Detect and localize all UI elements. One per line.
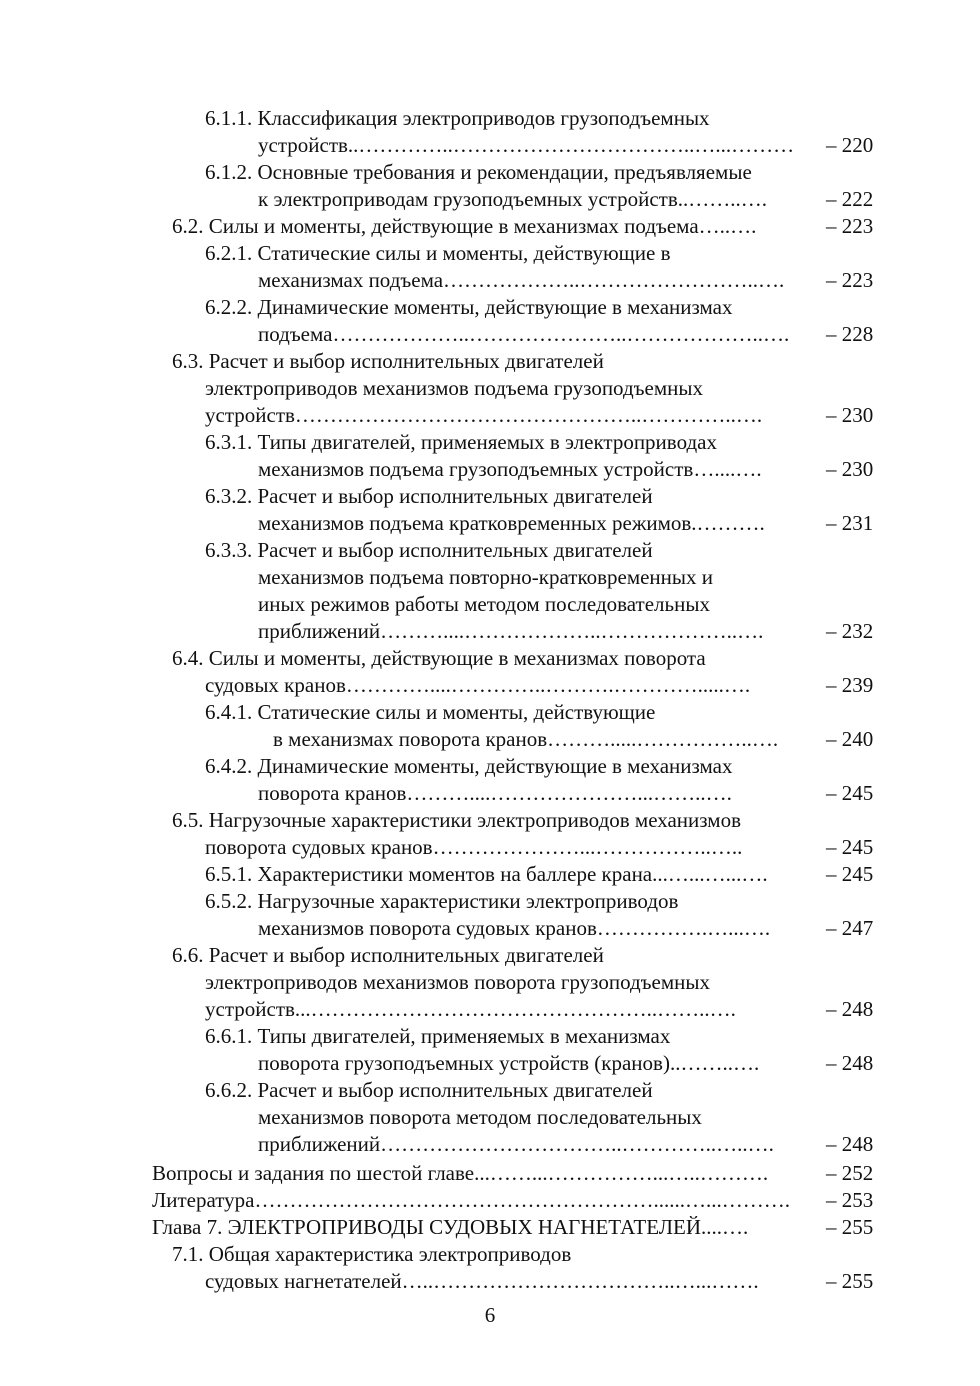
- toc-entry-text: 6.1.1. Классификация электроприводов грузоподъемных: [205, 106, 710, 130]
- toc-entry-text: устройств...…………………………………………..……..….: [205, 997, 736, 1021]
- toc-entry-page: – 245: [826, 862, 874, 886]
- toc-entry-page: – 220: [826, 133, 874, 157]
- toc-entry-page: – 232: [826, 619, 874, 643]
- toc-entry-text: поворота судовых кранов…………………...……………..…..: [205, 835, 743, 859]
- toc-entry-text: подъема………………..…………………..………………..….: [258, 322, 790, 346]
- toc-entry: [0, 456, 980, 483]
- toc-entry: [0, 159, 980, 186]
- toc-entry: [0, 564, 980, 591]
- page-number: 6: [484, 1303, 496, 1327]
- toc-entry-text: электроприводов механизмов подъема грузоподъемных: [205, 376, 703, 400]
- toc-entry-page: – 231: [826, 511, 874, 535]
- toc-entry-text: 6.1.2. Основные требования и рекомендации, предъявляемые: [205, 160, 752, 184]
- toc-entry-text: судовых кранов…………....…………..……….………….....….: [205, 673, 751, 697]
- toc-entry: [0, 645, 980, 672]
- toc-entry: [0, 132, 980, 159]
- toc-entry: [0, 726, 980, 753]
- toc-entry-text: поворота кранов………....…………………...……..….: [258, 781, 732, 805]
- toc-entry: [0, 537, 980, 564]
- toc-entry-text: судовых нагнетателей…..……………………………..…...…….: [205, 1269, 759, 1293]
- toc-entry: [0, 1023, 980, 1050]
- toc-entry: [0, 780, 980, 807]
- toc-entry-text: электроприводов механизмов поворота грузоподъемных: [205, 970, 710, 994]
- toc-entry-page: – 245: [826, 781, 874, 805]
- toc-entry-page: – 240: [826, 727, 874, 751]
- toc-entry-text: механизмов подъема грузоподъемных устройств…....….: [258, 457, 762, 481]
- toc-entry: [0, 1187, 980, 1214]
- toc-entry: [0, 1131, 980, 1158]
- toc-entry: [0, 699, 980, 726]
- toc-entry-text: 6.6.1. Типы двигателей, применяемых в механизмах: [205, 1024, 671, 1048]
- toc-entry: [0, 267, 980, 294]
- toc-entry-page: – 239: [826, 673, 874, 697]
- toc-entry: [0, 969, 980, 996]
- toc-entry-page: – 255: [826, 1215, 874, 1239]
- toc-entry: [0, 807, 980, 834]
- toc-entry: [0, 1077, 980, 1104]
- toc-entry: [0, 861, 980, 888]
- toc-entry-page: – 228: [826, 322, 874, 346]
- toc-entry-text: приближений………....………………..………………..….: [258, 619, 764, 643]
- toc-entry: [0, 186, 980, 213]
- toc-entry-text: поворота грузоподъемных устройств (кранов)..……..….: [258, 1051, 760, 1075]
- toc-entry-page: – 253: [826, 1188, 874, 1212]
- toc-entry: [0, 429, 980, 456]
- toc-entry-text: 6.4. Силы и моменты, действующие в механизмах поворота: [172, 646, 706, 670]
- toc-entry-page: – 230: [826, 403, 874, 427]
- toc-entry-text: 6.5. Нагрузочные характеристики электроприводов механизмов: [172, 808, 741, 832]
- toc-entry: [0, 213, 980, 240]
- toc-entry: [0, 618, 980, 645]
- toc-entry: [0, 753, 980, 780]
- toc-entry-text: к электроприводам грузоподъемных устройств..……..….: [258, 187, 767, 211]
- toc-entry-text: механизмов поворота судовых кранов…………….…...….: [258, 916, 771, 940]
- toc-entry-text: в механизмах поворота кранов……….....……………..….: [273, 727, 779, 751]
- toc-entry: [0, 510, 980, 537]
- toc-entry-text: устройств..…………..……………………………..…...………: [258, 133, 795, 157]
- toc-entry-text: механизмов поворота методом последовательных: [258, 1105, 702, 1129]
- toc-entry-page: – 223: [826, 214, 874, 238]
- toc-entry: [0, 348, 980, 375]
- toc-entry-text: 6.2.1. Статические силы и моменты, действующие в: [205, 241, 671, 265]
- toc-entry-text: 6.6. Расчет и выбор исполнительных двигателей: [172, 943, 604, 967]
- toc-entry-page: – 223: [826, 268, 874, 292]
- toc-entry: [0, 294, 980, 321]
- toc-entry-text: 6.4.1. Статические силы и моменты, действующие: [205, 700, 656, 724]
- toc-entry-page: – 248: [826, 1051, 874, 1075]
- toc-entry-text: механизмов подъема кратковременных режимов.……….: [258, 511, 765, 535]
- toc-entry-text: Вопросы и задания по шестой главе...……...……………...…..……….: [152, 1161, 769, 1185]
- toc-entry: [0, 1214, 980, 1241]
- toc-entry: [0, 483, 980, 510]
- toc-entry: [0, 1050, 980, 1077]
- toc-entry-page: – 230: [826, 457, 874, 481]
- toc-entry: [0, 1268, 980, 1295]
- toc-entry-text: механизмов подъема повторно-кратковременных и: [258, 565, 713, 589]
- toc-entry: [0, 105, 980, 132]
- toc-entry-text: 6.2. Силы и моменты, действующие в механизмах подъема…..….: [172, 214, 757, 238]
- toc-entry: [0, 888, 980, 915]
- toc-entry-text: устройств…………………………………………..…………..….: [205, 403, 763, 427]
- toc-entry-page: – 248: [826, 1132, 874, 1156]
- toc-entry: [0, 942, 980, 969]
- toc-entry: [0, 1160, 980, 1187]
- toc-entry: [0, 1104, 980, 1131]
- toc-entry-page: – 247: [826, 916, 874, 940]
- toc-entry-text: 6.3.1. Типы двигателей, применяемых в электроприводах: [205, 430, 717, 454]
- toc-entry-text: 6.3. Расчет и выбор исполнительных двигателей: [172, 349, 604, 373]
- toc-entry: [0, 375, 980, 402]
- toc-entry-text: приближений……………………………..…………..…..….: [258, 1132, 774, 1156]
- toc-entry-text: Глава 7. ЭЛЕКТРОПРИВОДЫ СУДОВЫХ НАГНЕТАТЕЛЕЙ....….: [152, 1215, 749, 1239]
- toc-entry-page: – 245: [826, 835, 874, 859]
- toc-entry: [0, 591, 980, 618]
- toc-entry-text: иных режимов работы методом последовательных: [258, 592, 710, 616]
- toc-entry-page: – 252: [826, 1161, 874, 1185]
- toc-entry: [0, 321, 980, 348]
- toc-entry-text: Литература…………………………………………………......…...……….: [152, 1188, 790, 1212]
- toc-entry-text: 6.6.2. Расчет и выбор исполнительных двигателей: [205, 1078, 653, 1102]
- toc-entry-page: – 248: [826, 997, 874, 1021]
- toc-entry: [0, 915, 980, 942]
- toc-entry-text: 6.5.2. Нагрузочные характеристики электроприводов: [205, 889, 679, 913]
- toc-entry-page: – 222: [826, 187, 874, 211]
- toc-entry-page: – 255: [826, 1269, 874, 1293]
- toc-entry: [0, 1241, 980, 1268]
- toc-entry-text: механизмах подъема………………..……………………..….: [258, 268, 785, 292]
- toc-entry: [0, 996, 980, 1023]
- toc-entry-text: 6.3.3. Расчет и выбор исполнительных двигателей: [205, 538, 653, 562]
- toc-entry-text: 6.5.1. Характеристики моментов на баллере крана...…...…...….: [205, 862, 768, 886]
- toc-entry: [0, 240, 980, 267]
- toc-entry: [0, 402, 980, 429]
- toc-entry: [0, 834, 980, 861]
- toc-entry-text: 6.4.2. Динамические моменты, действующие в механизмах: [205, 754, 733, 778]
- toc-entry-text: 6.2.2. Динамические моменты, действующие в механизмах: [205, 295, 733, 319]
- toc-entry: [0, 672, 980, 699]
- toc-entry-text: 7.1. Общая характеристика электроприводов: [172, 1242, 572, 1266]
- toc-entry-text: 6.3.2. Расчет и выбор исполнительных двигателей: [205, 484, 653, 508]
